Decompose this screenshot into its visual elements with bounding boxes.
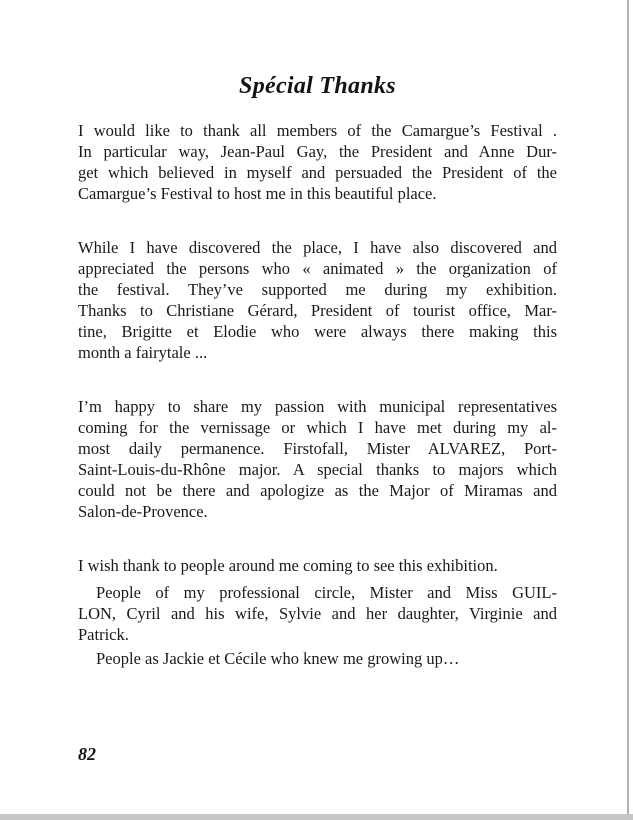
text-line: I would like to thank all members of the Camargue’s Festival . xyxy=(78,121,557,140)
paragraph xyxy=(78,555,557,576)
text-line: Camargue’s Festival to host me in this beautiful place. xyxy=(78,184,437,203)
paragraph xyxy=(78,396,557,522)
page-content xyxy=(78,0,557,669)
paragraph xyxy=(78,582,557,645)
text-line: Thanks to Christiane Gérard, President of tourist office, Mar- xyxy=(78,301,557,320)
page-number: 82 xyxy=(78,744,96,764)
page-title: Spécial Thanks xyxy=(239,73,396,99)
text-line: tine, Brigitte et Elodie who were always there making this xyxy=(78,322,557,341)
text-line: most daily permanence. Firstofall, Mister ALVAREZ, Port- xyxy=(78,439,557,458)
text-line: appreciated the persons who « animated » the organization of xyxy=(78,259,557,278)
text-line: coming for the vernissage or which I have met during my al- xyxy=(78,418,557,437)
text-body xyxy=(78,120,557,669)
text-line: could not be there and apologize as the Major of Miramas and xyxy=(78,481,557,500)
text-line: get which believed in myself and persuaded the President of the xyxy=(78,163,557,182)
scan-edge-right-line xyxy=(627,0,629,820)
text-line: Salon-de-Provence. xyxy=(78,502,208,521)
paragraph xyxy=(78,120,557,204)
text-line: I wish thank to people around me coming to see this exhibition. xyxy=(78,556,498,575)
paragraph xyxy=(78,648,557,669)
scan-edge-bottom-band xyxy=(0,814,633,820)
text-line: month a fairytale ... xyxy=(78,343,208,362)
text-line: I’m happy to share my passion with municipal representatives xyxy=(78,397,557,416)
text-line: LON, Cyril and his wife, Sylvie and her daughter, Virginie and xyxy=(78,604,557,623)
text-line: the festival. They’ve supported me during my exhibition. xyxy=(78,280,557,299)
text-line: In particular way, Jean-Paul Gay, the President and Anne Dur- xyxy=(78,142,557,161)
text-line: Patrick. xyxy=(78,625,129,644)
text-line: While I have discovered the place, I have also discovered and xyxy=(78,238,557,257)
text-line: Saint-Louis-du-Rhône major. A special thanks to majors which xyxy=(78,460,557,479)
text-line: People as Jackie et Cécile who knew me growing up… xyxy=(96,649,460,668)
paragraph xyxy=(78,237,557,363)
text-line: People of my professional circle, Mister and Miss GUIL- xyxy=(96,583,557,602)
